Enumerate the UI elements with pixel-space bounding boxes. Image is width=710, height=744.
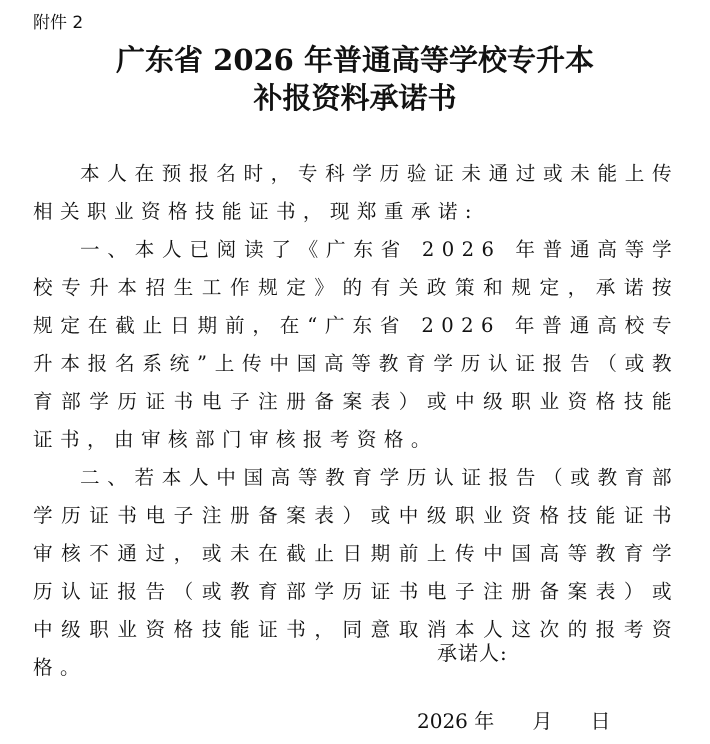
document-title-line2: 补报资料承诺书 — [253, 81, 457, 115]
paragraph-commitment-2: 二、若本人中国高等教育学历认证报告（或教育部学历证书电子注册备案表）或中级职业资格技能证书审核不通过，或未在截止日期前上传中国高等教育学历认证报告（或教育部学历证书电子注册备案表）或中级职业资格技能证书，同意取消本人这次的报考资格。 — [33, 466, 679, 679]
document-body — [33, 155, 679, 687]
date-line: 2026 年 月 日 — [417, 709, 611, 733]
signer-label: 承诺人: — [437, 641, 508, 665]
paragraph-intro: 本人在预报名时，专科学历验证未通过或未能上传相关职业资格技能证书，现郑重承诺: — [33, 162, 679, 223]
document-title-line1: 广东省 2026 年普通高等学校专升本 — [116, 43, 594, 77]
paragraph-commitment-1: 一、本人已阅读了《广东省 2026 年普通高等学校专升本招生工作规定》的有关政策和规定，承诺按规定在截止日期前，在“广东省 2026 年普通高校专升本报名系统”上传中国高等教育学历认证报告（或教育部学历证书电子注册备案表）或中级职业资格技能证书，由审核部门审核报考资格。 — [33, 238, 679, 451]
attachment-label: 附件 2 — [33, 13, 84, 33]
